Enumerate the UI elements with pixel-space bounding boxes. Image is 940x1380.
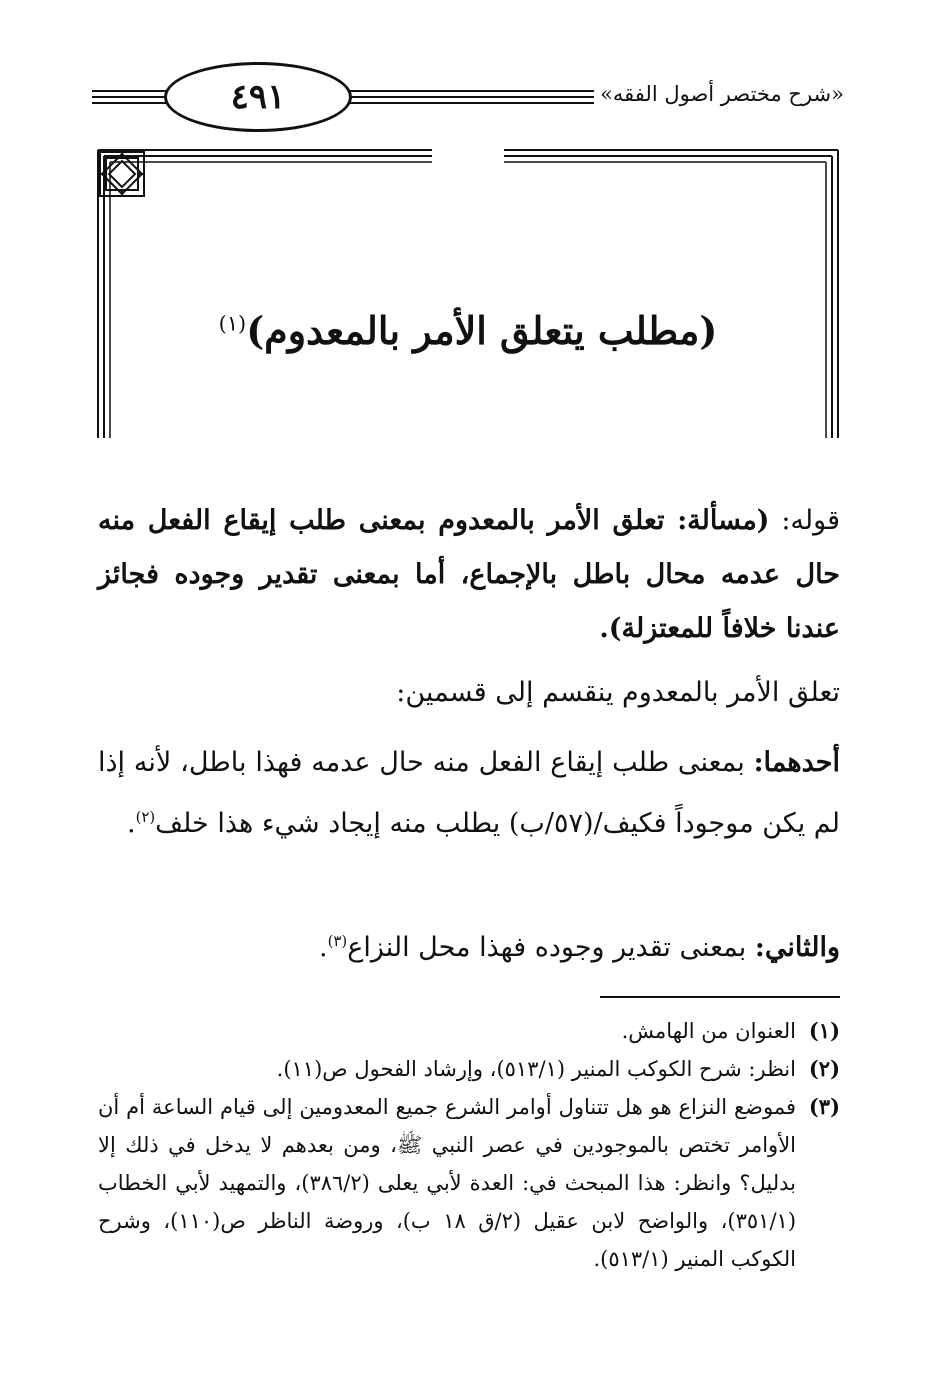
chapter-title-footnote-ref: (١) [218, 311, 247, 336]
footnote-number: (٢) [808, 1056, 840, 1081]
paragraph-first-part [98, 736, 900, 851]
first-part-label: أحدهما: [753, 747, 840, 778]
page-number [164, 62, 352, 132]
footnote-text: فموضع النزاع هو هل تتناول أوامر الشرع جميع المعدومين إلى قيام الساعة أم أن الأوامر تختص بالموجودين في عصر النبي ﷺ، ومن بعدهم لا يدخل في ذلك إلا بدليل؟ وانظر: هذا المبحث في: العدة لأبي يعلى (٣٨٦/٢)، والتمهيد لأبي الخطاب (٣٥١/١)، والواضح لابن عقيل (٢/ق ١٨ ب)، وروضة الناظر ص(١١٠)، وشرح الكوكب المنير (٥١٣/١). [98, 1095, 797, 1271]
chapter-title-text: (مطلب يتعلق الأمر بالمعدوم) [246, 308, 718, 353]
paragraph-quote [98, 494, 900, 656]
footnote-number: (٣) [808, 1094, 840, 1119]
second-part-text: بمعنى تقدير وجوده فهذا محل النزاع [347, 932, 755, 963]
title-frame [96, 148, 840, 440]
running-title: «شرح مختصر أصول الفقه» [594, 82, 844, 106]
footnote-number: (١) [808, 1018, 840, 1043]
footnote-text: العنوان من الهامش. [621, 1019, 796, 1043]
footnote-2 [98, 1050, 840, 1088]
running-header [92, 62, 844, 134]
page-number-text: ٤٩١ [230, 77, 286, 117]
first-part-text: بمعنى طلب إيقاع الفعل منه حال عدمه فهذا باطل، لأنه إذا لم يكن موجوداً فكيف/(٥٧/ب) يطلب منه إيجاد شيء هذا خلف [98, 747, 840, 839]
footnotes [98, 1012, 840, 1278]
footnote-ref-3: (٣) [327, 932, 348, 950]
footnote-ref-2: (٢) [135, 808, 156, 826]
ornament-icon [96, 148, 148, 200]
paragraph-second-part [98, 914, 900, 975]
footnote-3 [98, 1088, 840, 1278]
first-part-end: . [127, 808, 136, 839]
footnote-text: انظر: شرح الكوكب المنير (٥١٣/١)، وإرشاد الفحول ص(١١). [276, 1057, 796, 1081]
quote-prefix: قوله: [769, 505, 840, 536]
second-part-label: والثاني: [754, 932, 840, 963]
footnote-1 [98, 1012, 840, 1050]
frame-border [96, 148, 840, 440]
chapter-title [96, 308, 840, 353]
quoted-matn: (مسألة: تعلق الأمر بالمعدوم بمعنى طلب إيقاع الفعل منه حال عدمه محال باطل بالإجماع، أما بمعنى تقدير وجوده فجائز عندنا خلافاً للمعتزلة). [98, 505, 840, 644]
second-part-end: . [319, 932, 328, 963]
paragraph-division: تعلق الأمر بالمعدوم ينقسم إلى قسمين: [396, 677, 840, 708]
footnote-separator [600, 996, 840, 998]
